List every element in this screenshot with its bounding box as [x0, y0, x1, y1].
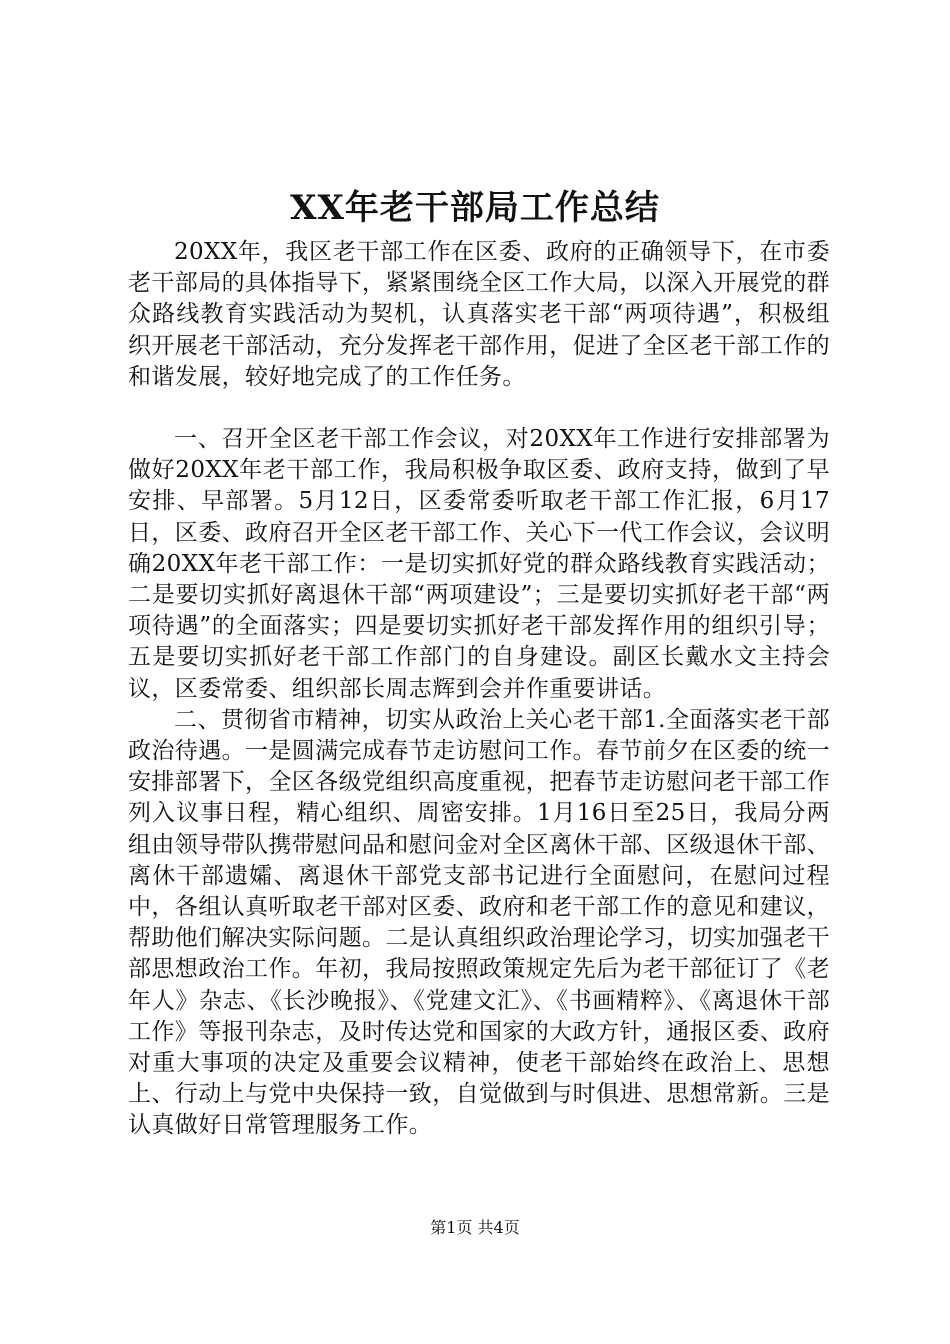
document-title: XX年老干部局工作总结: [290, 188, 660, 228]
document-body: [128, 237, 830, 1142]
paragraph-section-2: 二、贯彻省市精神，切实从政治上关心老干部1.全面落实老干部政治待遇。一是圆满完成春节走访慰问工作。春节前夕在区委的统一安排部署下，全区各级党组织高度重视，把春节走访慰问老干部工作列入议事日程，精心组织、周密安排。1月16日至25日，我局分两组由领导带队携带慰问品和慰问金对全区离休干部、区级退休干部、离休干部遗孀、离退休干部党支部书记进行全面慰问，在慰问过程中，各组认真听取老干部对区委、政府和老干部工作的意见和建议，帮助他们解决实际问题。二是认真组织政治理论学习，切实加强老干部思想政治工作。年初，我局按照政策规定先后为老干部征订了《老年人》杂志、《长沙晚报》、《党建文汇》、《书画精粹》、《离退休干部工作》等报刊杂志，及时传达党和国家的大政方针，通报区委、政府对重大事项的决定及重要会议精神，使老干部始终在政治上、思想上、行动上与党中央保持一致，自觉做到与时俱进、思想常新。三是认真做好日常管理服务工作。: [128, 706, 830, 1139]
paragraph-section-1: 一、召开全区老干部工作会议，对20XX年工作进行安排部署为做好20XX年老干部工作，我局积极争取区委、政府支持，做到了早安排、早部署。5月12日，区委常委听取老干部工作汇报，6月17日，区委、政府召开全区老干部工作、关心下一代工作会议，会议明确20XX年老干部工作：一是切实抓好党的群众路线教育实践活动；二是要切实抓好离退休干部“两项建设”；三是要切实抓好老干部“两项待遇”的全面落实；四是要切实抓好老干部发挥作用的组织引导；五是要切实抓好老干部工作部门的自身建设。副区长戴水文主持会议，区委常委、组织部长周志辉到会并作重要讲话。: [128, 426, 830, 702]
page-number-footer: 第1页 共4页: [430, 1218, 520, 1237]
paragraph-intro: 20XX年，我区老干部工作在区委、政府的正确领导下，在市委老干部局的具体指导下，紧紧围绕全区工作大局，以深入开展党的群众路线教育实践活动为契机，认真落实老干部“两项待遇”，积极组织开展老干部活动，充分发挥老干部作用，促进了全区老干部工作的和谐发展，较好地完成了的工作任务。: [128, 239, 830, 390]
